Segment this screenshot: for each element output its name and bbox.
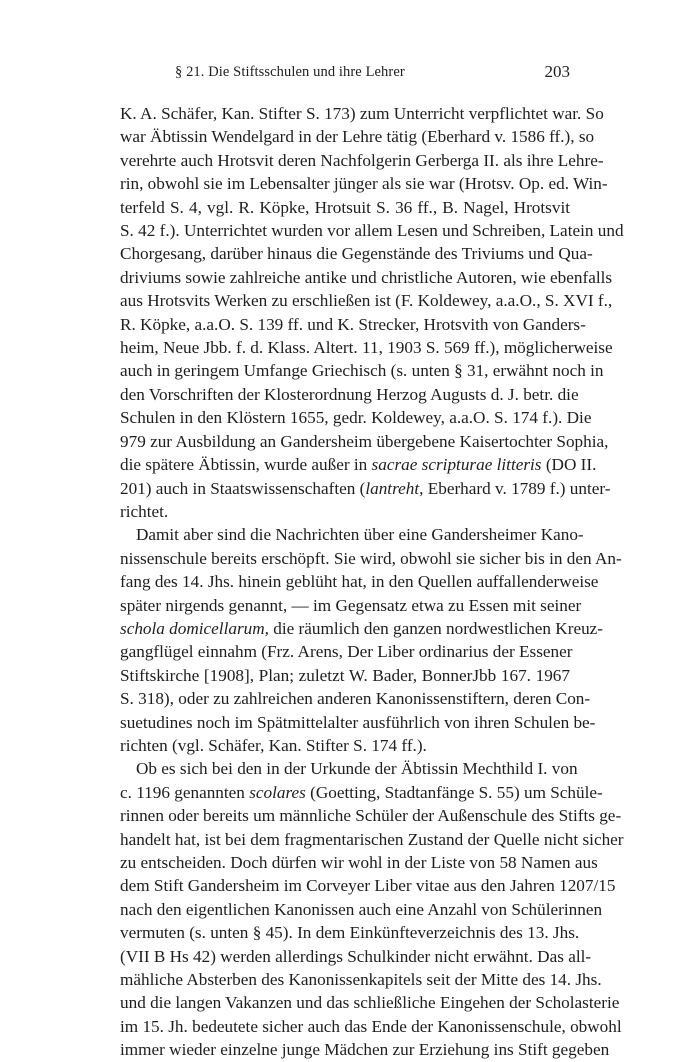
text-line xyxy=(120,640,573,663)
text-line xyxy=(120,828,624,851)
text-run: den Vorschriften der Klosterordnung Herzog Augusts d. J. betr. die xyxy=(120,384,579,404)
text-line xyxy=(120,898,603,921)
text-line xyxy=(120,172,608,195)
text-line xyxy=(120,125,595,148)
text-run: Eberhard v. 1789 f.) unter- xyxy=(423,478,611,498)
text-line xyxy=(120,242,593,265)
text-line xyxy=(120,196,570,219)
text-run: Chorgesang, darüber hinaus die Gegenstände des Triviums und Qua- xyxy=(120,244,593,264)
text-line xyxy=(120,406,592,429)
text-line xyxy=(120,430,609,453)
text-run: vermuten (s. unten § 45). In dem Einkünfteverzeichnis des 13. Jhs. xyxy=(120,923,580,943)
text-run: heim, Neue Jbb. f. d. Klass. Altert. 11, 1903 S. 569 ff.), möglicherweise xyxy=(120,338,613,358)
text-run: immer wieder einzelne junge Mädchen zur Erziehung ins Stift gegeben xyxy=(120,1040,610,1060)
text-run: später nirgends genannt, — im Gegensatz etwa zu Essen mit seiner xyxy=(120,595,582,615)
text-run: die spätere Äbtissin, wurde außer in xyxy=(120,455,372,475)
text-run: R. Köpke, a.a.O. S. 139 ff. und K. Strecker, Hrotsvith von Ganders- xyxy=(120,314,586,334)
paragraph xyxy=(120,102,624,523)
text-line xyxy=(120,523,584,546)
text-run: richtet. xyxy=(120,501,169,521)
text-line xyxy=(120,757,578,780)
text-line xyxy=(120,477,611,500)
body-text xyxy=(120,102,624,1062)
text-line xyxy=(120,1038,610,1061)
text-line xyxy=(120,711,596,734)
text-run: nissenschule bereits erschöpft. Sie wird, obwohl sie sicher bis in den An- xyxy=(120,548,622,568)
text-run: (VII B Hs 42) werden allerdings Schulkinder nicht erwähnt. Das all- xyxy=(120,946,592,966)
text-run: 979 zur Ausbildung an Gandersheim übergebene Kaisertochter Sophia, xyxy=(120,431,609,451)
text-line xyxy=(120,1015,622,1038)
page-number: 203 xyxy=(544,62,570,81)
text-run: war Äbtissin Wendelgard in der Lehre tätig (Eberhard v. 1586 ff.), so xyxy=(120,127,595,147)
text-line xyxy=(120,453,597,476)
text-line xyxy=(120,359,604,382)
text-run: Schulen in den Klöstern 1655, gedr. Koldewey, a.a.O. S. 174 f.). Die xyxy=(120,408,592,428)
text-line xyxy=(120,874,616,897)
text-line xyxy=(120,102,604,125)
text-run: K. A. Schäfer, Kan. Stifter S. 173) zum Unterricht verpflichtet war. So xyxy=(120,104,604,123)
text-run: rin, obwohl sie im Lebensalter jünger als sie war (Hrotsv. Op. ed. Win- xyxy=(120,174,608,194)
text-run: terfeld S. 4, vgl. R. Köpke, Hrotsuit S. 36 ff., B. Nagel, Hrotsvit xyxy=(120,197,570,217)
text-run: dem Stift Gandersheim im Corveyer Liber vitae aus den Jahren 1207/15 xyxy=(120,876,616,896)
text-run: S. 42 f.). Unterrichtet wurden vor allem Lesen und Schreiben, Latein und xyxy=(120,221,624,241)
text-line xyxy=(120,687,591,710)
text-run: im 15. Jh. bedeutete sicher auch das Ende der Kanonissenschule, obwohl xyxy=(120,1016,622,1036)
text-run: und die langen Vakanzen und das schließliche Eingehen der Scholasterie xyxy=(120,993,620,1013)
paragraph xyxy=(120,757,624,1061)
text-line xyxy=(120,921,580,944)
text-line xyxy=(120,383,579,406)
text-line xyxy=(120,266,613,289)
text-line xyxy=(120,968,602,991)
text-line xyxy=(120,851,598,874)
text-run: driviums sowie zahlreiche antike und christliche Autoren, wie ebenfalls xyxy=(120,267,613,287)
text-run: c. 1196 genannten xyxy=(120,782,250,802)
text-line xyxy=(120,336,613,359)
text-run: nach den eigentlichen Kanonissen auch eine Anzahl von Schülerinnen xyxy=(120,899,603,919)
text-run: Damit aber sind die Nachrichten über eine Gandersheimer Kano- xyxy=(136,525,584,545)
text-line xyxy=(120,617,604,640)
text-line xyxy=(120,289,613,312)
text-run: suetudines noch im Spätmittelalter ausführlich von ihren Schulen be- xyxy=(120,712,596,732)
text-line xyxy=(120,781,603,804)
text-run: gangflügel einnahm (Frz. Arens, Der Liber ordinarius der Essener xyxy=(120,642,573,662)
italic-text: sacrae scripturae litteris xyxy=(371,455,542,475)
text-line xyxy=(120,664,570,687)
text-line xyxy=(120,734,570,757)
text-line xyxy=(120,570,599,593)
text-line xyxy=(120,219,624,242)
running-title: § 21. Die Stiftsschulen und ihre Lehrer xyxy=(175,64,405,80)
text-line xyxy=(120,149,604,172)
running-head xyxy=(120,62,570,86)
text-line xyxy=(120,594,582,617)
text-run: (Goetting, Stadtanfänge S. 55) um Schüle- xyxy=(305,782,603,802)
text-run: aus Hrotsvits Werken zu erschließen ist (F. Koldewey, a.a.O., S. XVI f., xyxy=(120,291,613,311)
italic-text: schola domicellarum, xyxy=(120,618,269,638)
text-run: 201) auch in Staatswissenschaften ( xyxy=(120,478,366,498)
text-run: S. 318), oder zu zahlreichen anderen Kanonissenstiftern, deren Con- xyxy=(120,689,591,709)
text-line xyxy=(120,991,620,1014)
text-line xyxy=(120,500,570,523)
paragraph xyxy=(120,523,622,757)
italic-text: lantreht, xyxy=(365,478,424,498)
text-line xyxy=(120,804,622,827)
text-run: Ob es sich bei den in der Urkunde der Äbtissin Mechthild I. von xyxy=(136,759,578,779)
text-run: Stiftskirche [1908], Plan; zuletzt W. Bader, BonnerJbb 167. 1967 xyxy=(120,665,570,685)
text-line xyxy=(120,313,586,336)
text-run: rinnen oder bereits um männliche Schüler der Außenschule des Stifts ge- xyxy=(120,806,622,826)
text-line xyxy=(120,547,622,570)
text-run: verehrte auch Hrotsvit deren Nachfolgerin Gerberga II. als ihre Lehre- xyxy=(120,150,604,170)
text-run: handelt hat, ist bei dem fragmentarischen Zustand der Quelle nicht sicher xyxy=(120,829,624,849)
text-line xyxy=(120,945,592,968)
text-run: (DO II. xyxy=(541,455,597,475)
italic-text: scolares xyxy=(249,782,306,802)
text-run: die räumlich den ganzen nordwestlichen Kreuz- xyxy=(268,618,604,638)
text-run: mähliche Absterben des Kanonissenkapitels seit der Mitte des 14. Jhs. xyxy=(120,970,602,990)
text-run: richten (vgl. Schäfer, Kan. Stifter S. 174 ff.). xyxy=(120,735,427,755)
text-run: auch in geringem Umfange Griechisch (s. unten § 31, erwähnt noch in xyxy=(120,361,604,381)
text-run: fang des 14. Jhs. hinein geblüht hat, in den Quellen auffallenderweise xyxy=(120,572,599,592)
text-run: zu entscheiden. Doch dürfen wir wohl in der Liste von 58 Namen aus xyxy=(120,853,598,872)
